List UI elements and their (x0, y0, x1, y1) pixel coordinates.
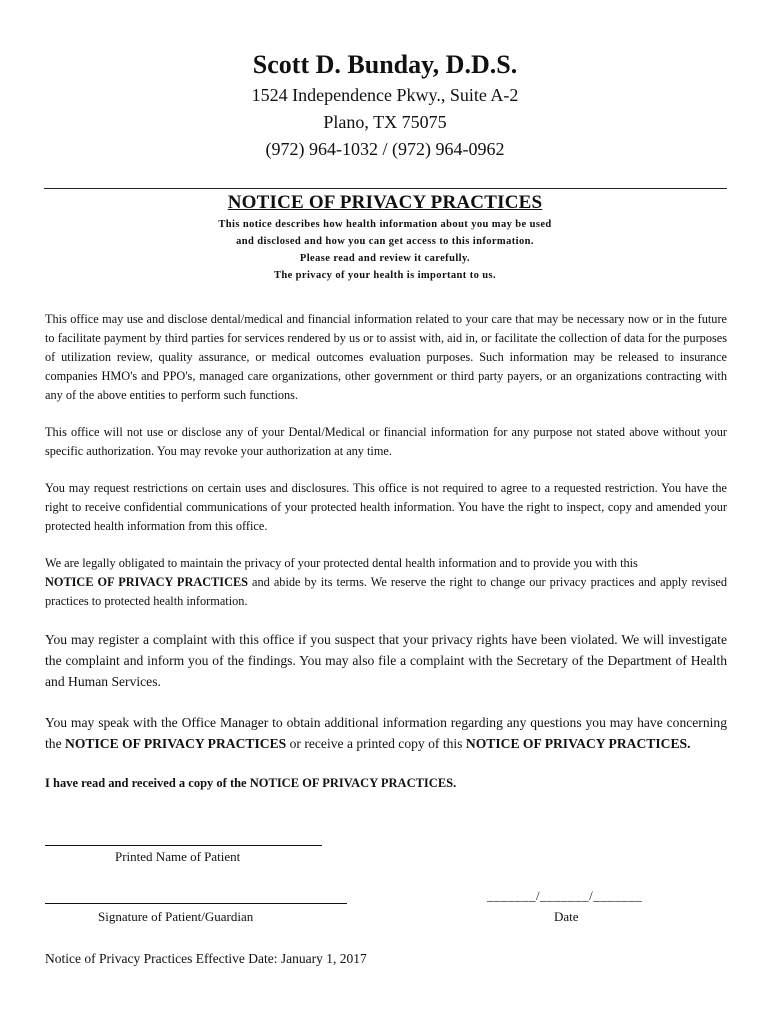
notice-reference: NOTICE OF PRIVACY PRACTICES. (465, 736, 691, 751)
notice-description-line: This notice describes how health information about you may be used (218, 219, 552, 230)
paragraph-uses-disclosures: This office may use and disclose dental/medical and financial information related to your care that may be necessary now or in the future to facilitate payment by third parties for services rendered by us or to assist with, aid in, or facilitate the collection of data for the purposes of utilization review, quality assurance, or medical outcomes evaluation purposes. Such information may be released to insurance companies HMO's and PPO's, managed care organizations, other government or third party payers, or an organizations contracting with any of the above entities to perform such functions. (45, 312, 727, 402)
paragraph-authorization: This office will not use or disclose any of your Dental/Medical or financial information for any purpose not stated above without your specific authorization. You may revoke your authorization at any time. (45, 425, 727, 458)
paragraph-text: You may speak with the Office Manager to obtain additional information regarding any questions you may have concerning the (45, 715, 727, 751)
notice-description-line: and disclosed and how you can get access to this information. (236, 236, 534, 247)
date-label: Date (554, 909, 579, 924)
paragraph-text: and abide by its terms. We reserve the right to change our privacy practices and apply revised practices to protected health information. (45, 575, 728, 608)
paragraph-office-manager (45, 712, 727, 754)
address-line-2: Plano, TX 75075 (323, 112, 447, 132)
header-divider (44, 188, 727, 189)
paragraph-text: or receive a printed copy of this (286, 736, 466, 751)
notice-reference: NOTICE OF PRIVACY PRACTICES (45, 575, 248, 589)
date-field[interactable]: _______/_______/_______ (487, 888, 643, 903)
address-line-1: 1524 Independence Pkwy., Suite A-2 (251, 85, 519, 105)
paragraph-obligations (45, 554, 727, 611)
acknowledgement-statement: I have read and received a copy of the NOTICE OF PRIVACY PRACTICES. (45, 776, 457, 790)
notice-reference: NOTICE OF PRIVACY PRACTICES (65, 736, 287, 751)
doctor-name: Scott D. Bunday, D.D.S. (252, 50, 518, 79)
phone-numbers: (972) 964-1032 / (972) 964-0962 (265, 139, 505, 159)
signature-line[interactable] (45, 903, 347, 904)
notice-description-line: The privacy of your health is important to us. (273, 270, 497, 281)
notice-title-block (0, 190, 770, 284)
practice-header (0, 48, 770, 163)
notice-body (45, 310, 727, 793)
paragraph-text: We are legally obligated to maintain the privacy of your protected dental health information and to provide you with this (45, 556, 638, 570)
effective-date: Notice of Privacy Practices Effective Date: January 1, 2017 (45, 951, 367, 966)
paragraph-restrictions: You may request restrictions on certain uses and disclosures. This office is not required to agree to a requested restriction. You have the right to receive confidential communications of your protected health information. You have the right to inspect, copy and amended your protected health information from this office. (45, 481, 727, 533)
signature-label: Signature of Patient/Guardian (98, 909, 254, 924)
notice-description-line: Please read and review it carefully. (299, 253, 471, 264)
paragraph-complaint: You may register a complaint with this office if you suspect that your privacy rights have been violated. We will investigate the complaint and inform you of the findings. You may also file a complaint with the Secretary of the Department of Health and Human Services. (45, 632, 727, 689)
printed-name-label: Printed Name of Patient (115, 849, 241, 864)
printed-name-line[interactable] (45, 845, 322, 846)
notice-title: NOTICE OF PRIVACY PRACTICES (227, 192, 543, 213)
